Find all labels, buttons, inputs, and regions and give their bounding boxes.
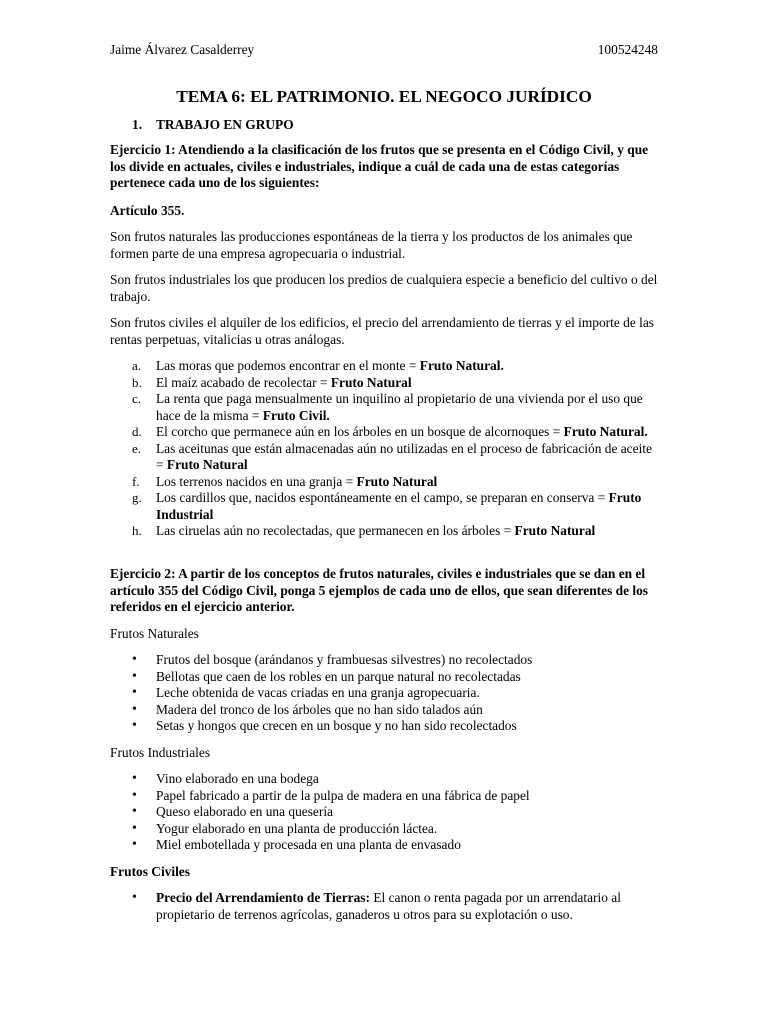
exercise-1-heading: Ejercicio 1: Atendiendo a la clasificación de los frutos que se presenta en el Código Civil, y que los divide en actuales, civiles e industriales, indique a cuál de cada una de estas categorías pertenece cada uno de los siguientes: <box>110 142 649 190</box>
list-item: • Queso elaborado en una quesería <box>132 804 333 819</box>
exercise-2-heading: Ejercicio 2: A partir de los conceptos de frutos naturales, civiles e industriales que se dan en el artículo 355 del Código Civil, ponga 5 ejemplos de cada uno de ellos, que sean diferentes de los referidos en el ejercicio anterior. <box>110 566 648 614</box>
list-item: g. Los cardillos que, nacidos espontáneamente en el campo, se preparan en conserva = Fruto Industrial <box>132 490 642 522</box>
frutos-naturales-list <box>110 652 658 735</box>
frutos-industriales-label: Frutos Industriales <box>110 745 211 760</box>
frutos-naturales-label: Frutos Naturales <box>110 626 199 641</box>
list-item: e. Las aceitunas que están almacenadas aún no utilizadas en el proceso de fabricación de aceite = Fruto Natural <box>132 440 652 472</box>
list-item: • Madera del tronco de los árboles que no han sido talados aún <box>132 701 483 717</box>
paragraph-frutos-industriales: Son frutos industriales los que producen los predios de cualquiera especie a beneficio del cultivo o del trabajo. <box>110 272 658 304</box>
section-label: TRABAJO EN GRUPO <box>156 117 294 132</box>
list-item: • Yogur elaborado en una planta de producción láctea. <box>132 820 438 836</box>
paragraph-frutos-naturales: Son frutos naturales las producciones espontáneas de la tierra y los productos de los animales que formen parte de una empresa agropecuaria o industrial. <box>110 229 633 261</box>
list-item: • Precio del Arrendamiento de Tierras: El canon o renta pagada por un arrendatario al propietario de terrenos agrícolas, ganaderos u otros para su explotación o uso. <box>132 890 621 922</box>
frutos-civiles-label: Frutos Civiles <box>110 864 190 879</box>
list-item: • Setas y hongos que crecen en un bosque y no han sido recolectados <box>132 718 517 733</box>
section-number: 1. <box>132 117 143 132</box>
list-item: b. El maíz acabado de recolectar = Fruto Natural <box>132 374 412 390</box>
article-355-heading: Artículo 355. <box>110 203 185 218</box>
header-doc-id: 100524248 <box>597 42 658 57</box>
document-title: TEMA 6: EL PATRIMONIO. EL NEGOCO JURÍDICO <box>176 87 592 106</box>
exercise-1-list <box>110 358 658 540</box>
list-item: f. Los terrenos nacidos en una granja = Fruto Natural <box>132 473 438 489</box>
frutos-civiles-list <box>110 890 658 923</box>
list-item: • Leche obtenida de vacas criadas en una granja agropecuaria. <box>132 685 480 700</box>
header-author: Jaime Álvarez Casalderrey <box>110 42 255 57</box>
list-item: c. La renta que paga mensualmente un inquilino al propietario de una vivienda por el uso que hace de la misma = Fruto Civil. <box>132 391 643 423</box>
page-header <box>110 42 658 59</box>
paragraph-frutos-civiles: Son frutos civiles el alquiler de los edificios, el precio del arrendamiento de tierras y el importe de las rentas perpetuas, vitalicias u otras análogas. <box>110 315 655 347</box>
frutos-industriales-list <box>110 771 658 854</box>
list-item: h. Las ciruelas aún no recolectadas, que permanecen en los árboles = Fruto Natural <box>132 523 596 538</box>
list-item: • Vino elaborado en una bodega <box>132 771 319 786</box>
list-item: • Miel embotellada y procesada en una planta de envasado <box>132 837 461 852</box>
list-item: a. Las moras que podemos encontrar en el monte = Fruto Natural. <box>132 358 504 373</box>
list-item: d. El corcho que permanece aún en los árboles en un bosque de alcornoques = Fruto Natural. <box>132 424 648 439</box>
list-item: • Frutos del bosque (arándanos y frambuesas silvestres) no recolectados <box>132 652 533 667</box>
list-item: • Papel fabricado a partir de la pulpa de madera en una fábrica de papel <box>132 787 530 803</box>
list-item: • Bellotas que caen de los robles en un parque natural no recolectadas <box>132 668 521 684</box>
